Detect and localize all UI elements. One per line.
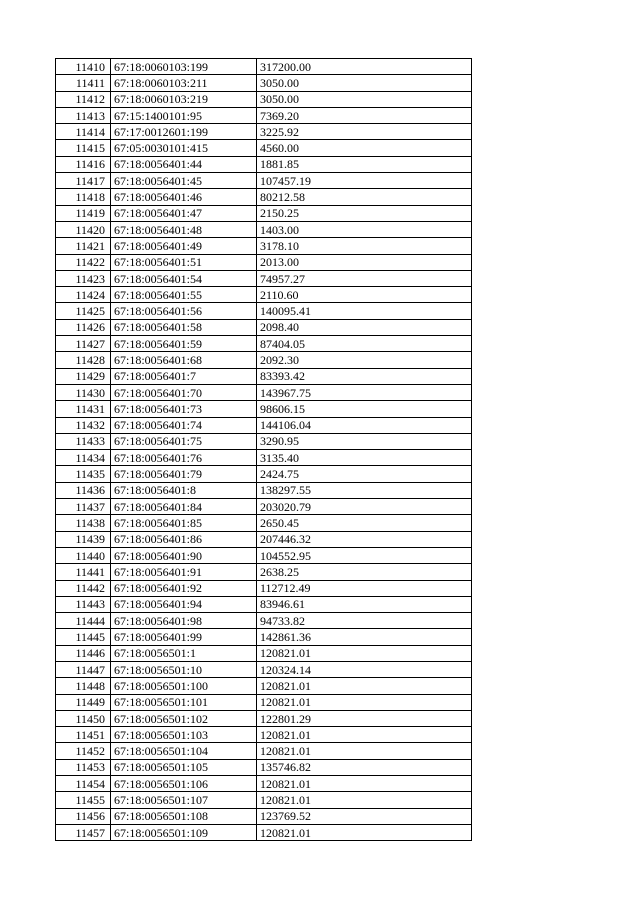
- value-cell: 3290.95: [257, 433, 472, 449]
- cadastral-number-cell: 67:05:0030101:415: [111, 140, 257, 156]
- row-number-cell: 11425: [56, 303, 111, 319]
- value-cell: 80212.58: [257, 189, 472, 205]
- value-cell: 143967.75: [257, 384, 472, 400]
- row-number-cell: 11411: [56, 75, 111, 91]
- row-number-cell: 11454: [56, 776, 111, 792]
- cadastral-number-cell: 67:18:0060103:199: [111, 59, 257, 75]
- value-cell: 107457.19: [257, 173, 472, 189]
- value-cell: 2150.25: [257, 205, 472, 221]
- row-number-cell: 11457: [56, 824, 111, 840]
- cadastral-number-cell: 67:17:0012601:199: [111, 124, 257, 140]
- table-row: [56, 743, 472, 759]
- row-number-cell: 11450: [56, 710, 111, 726]
- row-number-cell: 11440: [56, 547, 111, 563]
- value-cell: 3135.40: [257, 450, 472, 466]
- value-cell: 120821.01: [257, 792, 472, 808]
- cadastral-number-cell: 67:18:0056501:107: [111, 792, 257, 808]
- cadastral-number-cell: 67:18:0056401:48: [111, 221, 257, 237]
- table-row: [56, 303, 472, 319]
- cadastral-number-cell: 67:18:0056501:104: [111, 743, 257, 759]
- value-cell: 112712.49: [257, 580, 472, 596]
- cadastral-number-cell: 67:18:0056401:73: [111, 401, 257, 417]
- table-row: [56, 629, 472, 645]
- value-cell: 87404.05: [257, 336, 472, 352]
- cadastral-number-cell: 67:18:0056501:101: [111, 694, 257, 710]
- cadastral-number-cell: 67:18:0060103:219: [111, 91, 257, 107]
- value-cell: 83393.42: [257, 368, 472, 384]
- table-row: [56, 792, 472, 808]
- table-row: [56, 107, 472, 123]
- table-row: [56, 613, 472, 629]
- row-number-cell: 11428: [56, 352, 111, 368]
- cadastral-number-cell: 67:18:0056501:1: [111, 645, 257, 661]
- cadastral-number-cell: 67:18:0056401:84: [111, 499, 257, 515]
- table-row: [56, 319, 472, 335]
- value-cell: 94733.82: [257, 613, 472, 629]
- table-row: [56, 824, 472, 840]
- cadastral-number-cell: 67:18:0056401:44: [111, 156, 257, 172]
- table-row: [56, 59, 472, 75]
- row-number-cell: 11427: [56, 336, 111, 352]
- row-number-cell: 11436: [56, 482, 111, 498]
- row-number-cell: 11412: [56, 91, 111, 107]
- value-cell: 2013.00: [257, 254, 472, 270]
- table-row: [56, 336, 472, 352]
- cadastral-number-cell: 67:18:0056401:47: [111, 205, 257, 221]
- value-cell: 140095.41: [257, 303, 472, 319]
- value-cell: 3050.00: [257, 75, 472, 91]
- row-number-cell: 11455: [56, 792, 111, 808]
- table-row: [56, 140, 472, 156]
- table-row: [56, 124, 472, 140]
- table-row: [56, 450, 472, 466]
- cadastral-number-cell: 67:18:0056401:75: [111, 433, 257, 449]
- cadastral-number-cell: 67:18:0056401:85: [111, 515, 257, 531]
- table-row: [56, 270, 472, 286]
- value-cell: 98606.15: [257, 401, 472, 417]
- table-row: [56, 156, 472, 172]
- row-number-cell: 11429: [56, 368, 111, 384]
- table-row: [56, 173, 472, 189]
- table-row: [56, 678, 472, 694]
- row-number-cell: 11422: [56, 254, 111, 270]
- row-number-cell: 11438: [56, 515, 111, 531]
- cadastral-number-cell: 67:18:0056401:76: [111, 450, 257, 466]
- value-cell: 120324.14: [257, 661, 472, 677]
- cadastral-number-cell: 67:18:0056401:70: [111, 384, 257, 400]
- table-row: [56, 189, 472, 205]
- row-number-cell: 11415: [56, 140, 111, 156]
- value-cell: 122801.29: [257, 710, 472, 726]
- value-cell: 83946.61: [257, 596, 472, 612]
- row-number-cell: 11420: [56, 221, 111, 237]
- row-number-cell: 11418: [56, 189, 111, 205]
- value-cell: 2092.30: [257, 352, 472, 368]
- cadastral-number-cell: 67:18:0056501:108: [111, 808, 257, 824]
- table-row: [56, 531, 472, 547]
- table-row: [56, 384, 472, 400]
- table-row: [56, 727, 472, 743]
- cadastral-value-table: [55, 58, 472, 841]
- value-cell: 4560.00: [257, 140, 472, 156]
- row-number-cell: 11434: [56, 450, 111, 466]
- cadastral-number-cell: 67:18:0056401:59: [111, 336, 257, 352]
- row-number-cell: 11423: [56, 270, 111, 286]
- row-number-cell: 11456: [56, 808, 111, 824]
- row-number-cell: 11419: [56, 205, 111, 221]
- cadastral-number-cell: 67:18:0056401:98: [111, 613, 257, 629]
- row-number-cell: 11413: [56, 107, 111, 123]
- row-number-cell: 11437: [56, 499, 111, 515]
- value-cell: 1403.00: [257, 221, 472, 237]
- row-number-cell: 11445: [56, 629, 111, 645]
- cadastral-number-cell: 67:18:0056401:54: [111, 270, 257, 286]
- row-number-cell: 11417: [56, 173, 111, 189]
- table-row: [56, 645, 472, 661]
- row-number-cell: 11439: [56, 531, 111, 547]
- value-cell: 2638.25: [257, 564, 472, 580]
- table-row: [56, 580, 472, 596]
- table-row: [56, 776, 472, 792]
- cadastral-number-cell: 67:18:0056401:68: [111, 352, 257, 368]
- cadastral-number-cell: 67:18:0056401:55: [111, 287, 257, 303]
- value-cell: 120821.01: [257, 694, 472, 710]
- value-cell: 120821.01: [257, 727, 472, 743]
- cadastral-number-cell: 67:18:0056501:100: [111, 678, 257, 694]
- table-row: [56, 808, 472, 824]
- table-row: [56, 368, 472, 384]
- row-number-cell: 11416: [56, 156, 111, 172]
- value-cell: 104552.95: [257, 547, 472, 563]
- table-row: [56, 482, 472, 498]
- cadastral-number-cell: 67:18:0056401:51: [111, 254, 257, 270]
- cadastral-number-cell: 67:18:0056501:103: [111, 727, 257, 743]
- table-row: [56, 694, 472, 710]
- table-row: [56, 205, 472, 221]
- cadastral-number-cell: 67:15:1400101:95: [111, 107, 257, 123]
- row-number-cell: 11435: [56, 466, 111, 482]
- table-row: [56, 759, 472, 775]
- cadastral-number-cell: 67:18:0056401:91: [111, 564, 257, 580]
- row-number-cell: 11452: [56, 743, 111, 759]
- table-row: [56, 75, 472, 91]
- value-cell: 203020.79: [257, 499, 472, 515]
- value-cell: 7369.20: [257, 107, 472, 123]
- value-cell: 1881.85: [257, 156, 472, 172]
- value-cell: 120821.01: [257, 824, 472, 840]
- row-number-cell: 11451: [56, 727, 111, 743]
- value-cell: 317200.00: [257, 59, 472, 75]
- value-cell: 2098.40: [257, 319, 472, 335]
- value-cell: 120821.01: [257, 678, 472, 694]
- cadastral-number-cell: 67:18:0056401:46: [111, 189, 257, 205]
- row-number-cell: 11424: [56, 287, 111, 303]
- row-number-cell: 11432: [56, 417, 111, 433]
- table-row: [56, 547, 472, 563]
- value-cell: 120821.01: [257, 645, 472, 661]
- table-row: [56, 254, 472, 270]
- table-row: [56, 221, 472, 237]
- row-number-cell: 11421: [56, 238, 111, 254]
- value-cell: 2110.60: [257, 287, 472, 303]
- row-number-cell: 11448: [56, 678, 111, 694]
- cadastral-number-cell: 67:18:0056401:90: [111, 547, 257, 563]
- value-cell: 144106.04: [257, 417, 472, 433]
- cadastral-number-cell: 67:18:0056501:109: [111, 824, 257, 840]
- table-row: [56, 499, 472, 515]
- cadastral-number-cell: 67:18:0056401:58: [111, 319, 257, 335]
- cadastral-number-cell: 67:18:0056401:86: [111, 531, 257, 547]
- cadastral-number-cell: 67:18:0060103:211: [111, 75, 257, 91]
- row-number-cell: 11414: [56, 124, 111, 140]
- value-cell: 142861.36: [257, 629, 472, 645]
- row-number-cell: 11443: [56, 596, 111, 612]
- row-number-cell: 11446: [56, 645, 111, 661]
- table-row: [56, 710, 472, 726]
- cadastral-number-cell: 67:18:0056501:10: [111, 661, 257, 677]
- value-cell: 120821.01: [257, 743, 472, 759]
- row-number-cell: 11431: [56, 401, 111, 417]
- value-cell: 2650.45: [257, 515, 472, 531]
- table-row: [56, 596, 472, 612]
- cadastral-number-cell: 67:18:0056401:94: [111, 596, 257, 612]
- row-number-cell: 11453: [56, 759, 111, 775]
- value-cell: 123769.52: [257, 808, 472, 824]
- table-row: [56, 661, 472, 677]
- table-row: [56, 433, 472, 449]
- table-row: [56, 417, 472, 433]
- row-number-cell: 11447: [56, 661, 111, 677]
- table-row: [56, 91, 472, 107]
- cadastral-number-cell: 67:18:0056501:105: [111, 759, 257, 775]
- table-row: [56, 401, 472, 417]
- row-number-cell: 11433: [56, 433, 111, 449]
- row-number-cell: 11444: [56, 613, 111, 629]
- table-row: [56, 466, 472, 482]
- cadastral-number-cell: 67:18:0056401:56: [111, 303, 257, 319]
- value-cell: 3050.00: [257, 91, 472, 107]
- cadastral-number-cell: 67:18:0056501:106: [111, 776, 257, 792]
- row-number-cell: 11426: [56, 319, 111, 335]
- row-number-cell: 11442: [56, 580, 111, 596]
- cadastral-number-cell: 67:18:0056401:79: [111, 466, 257, 482]
- value-cell: 120821.01: [257, 776, 472, 792]
- cadastral-number-cell: 67:18:0056401:99: [111, 629, 257, 645]
- row-number-cell: 11441: [56, 564, 111, 580]
- value-cell: 74957.27: [257, 270, 472, 286]
- table-row: [56, 352, 472, 368]
- value-cell: 2424.75: [257, 466, 472, 482]
- cadastral-number-cell: 67:18:0056501:102: [111, 710, 257, 726]
- row-number-cell: 11449: [56, 694, 111, 710]
- cadastral-number-cell: 67:18:0056401:74: [111, 417, 257, 433]
- table-body: [56, 59, 472, 841]
- value-cell: 135746.82: [257, 759, 472, 775]
- cadastral-number-cell: 67:18:0056401:8: [111, 482, 257, 498]
- cadastral-number-cell: 67:18:0056401:45: [111, 173, 257, 189]
- cadastral-number-cell: 67:18:0056401:49: [111, 238, 257, 254]
- table-row: [56, 564, 472, 580]
- table-row: [56, 515, 472, 531]
- row-number-cell: 11430: [56, 384, 111, 400]
- row-number-cell: 11410: [56, 59, 111, 75]
- table-row: [56, 287, 472, 303]
- value-cell: 207446.32: [257, 531, 472, 547]
- value-cell: 3225.92: [257, 124, 472, 140]
- cadastral-number-cell: 67:18:0056401:7: [111, 368, 257, 384]
- cadastral-number-cell: 67:18:0056401:92: [111, 580, 257, 596]
- table-row: [56, 238, 472, 254]
- value-cell: 138297.55: [257, 482, 472, 498]
- value-cell: 3178.10: [257, 238, 472, 254]
